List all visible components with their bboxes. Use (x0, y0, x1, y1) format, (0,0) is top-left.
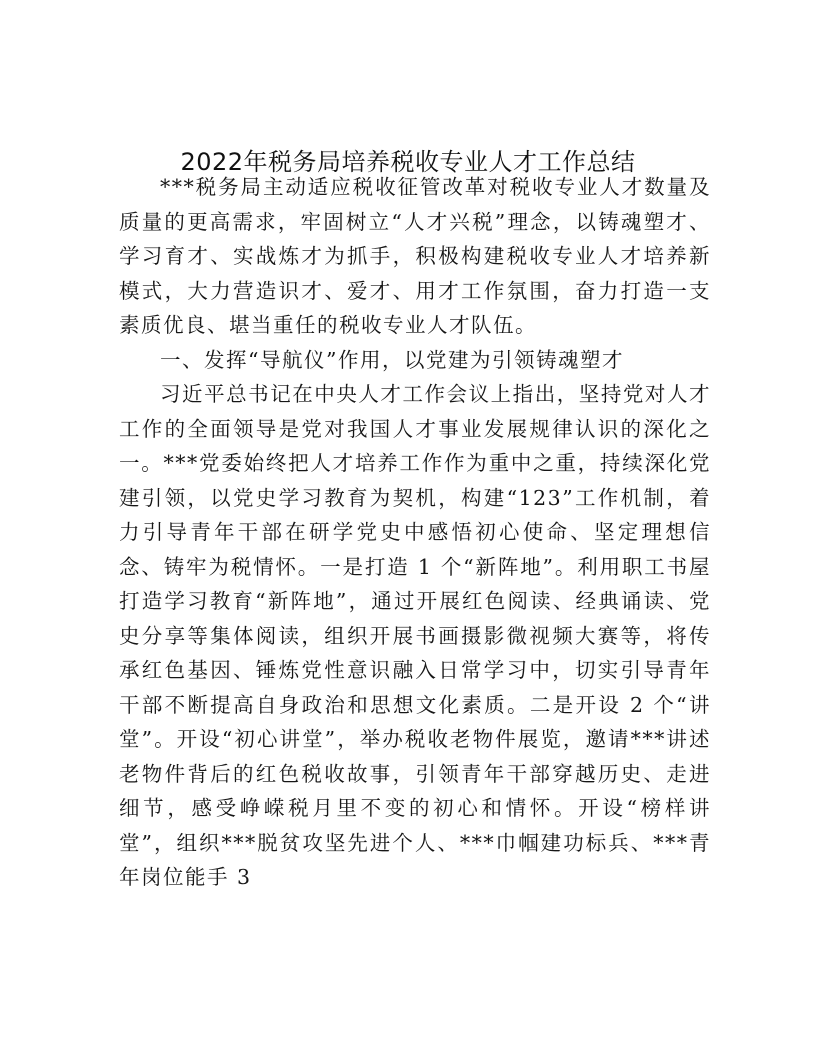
intro-paragraph: ***税务局主动适应税收征管改革对税收专业人才数量及质量的更高需求，牢固树立“人才兴税”理念，以铸魂塑才、学习育才、实战炼才为抓手，积极构建税收专业人才培养新模式，大力营造识才、爱才、用才工作氛围，奋力打造一支素质优良、堪当重任的税收专业人才队伍。 (119, 175, 711, 337)
body-paragraph: 习近平总书记在中央人才工作会议上指出，坚持党对人才工作的全面领导是党对我国人才事业发展规律认识的深化之一。***党委始终把人才培养工作作为重中之重，持续深化党建引领，以党史学习教育为契机，构建“123”工作机制，着力引导青年干部在研学党史中感悟初心使命、坚定理想信念、铸牢为税情怀。一是打造 1 个“新阵地”。利用职工书屋打造学习教育“新阵地”，通过开展红色阅读、经典诵读、党史分享等集体阅读，组织开展书画摄影微视频大赛等，将传承红色基因、锤炼党性意识融入日常学习中，切实引导青年干部不断提高自身政治和思想文化素质。二是开设 2 个“讲堂”。开设“初心讲堂”，举办税收老物件展览，邀请***讲述老物件背后的红色税收故事，引领青年干部穿越历史、走进细节，感受峥嵘税月里不变的初心和情怀。开设“榜样讲堂”，组织***脱贫攻坚先进个人、***巾帼建功标兵、***青年岗位能手 3 (119, 382, 711, 889)
document-body (119, 170, 711, 895)
document-title: 2022年税务局培养税收专业人才工作总结 (180, 148, 636, 176)
section-heading: 一、发挥“导航仪”作用，以党建为引领铸魂塑才 (160, 347, 624, 372)
